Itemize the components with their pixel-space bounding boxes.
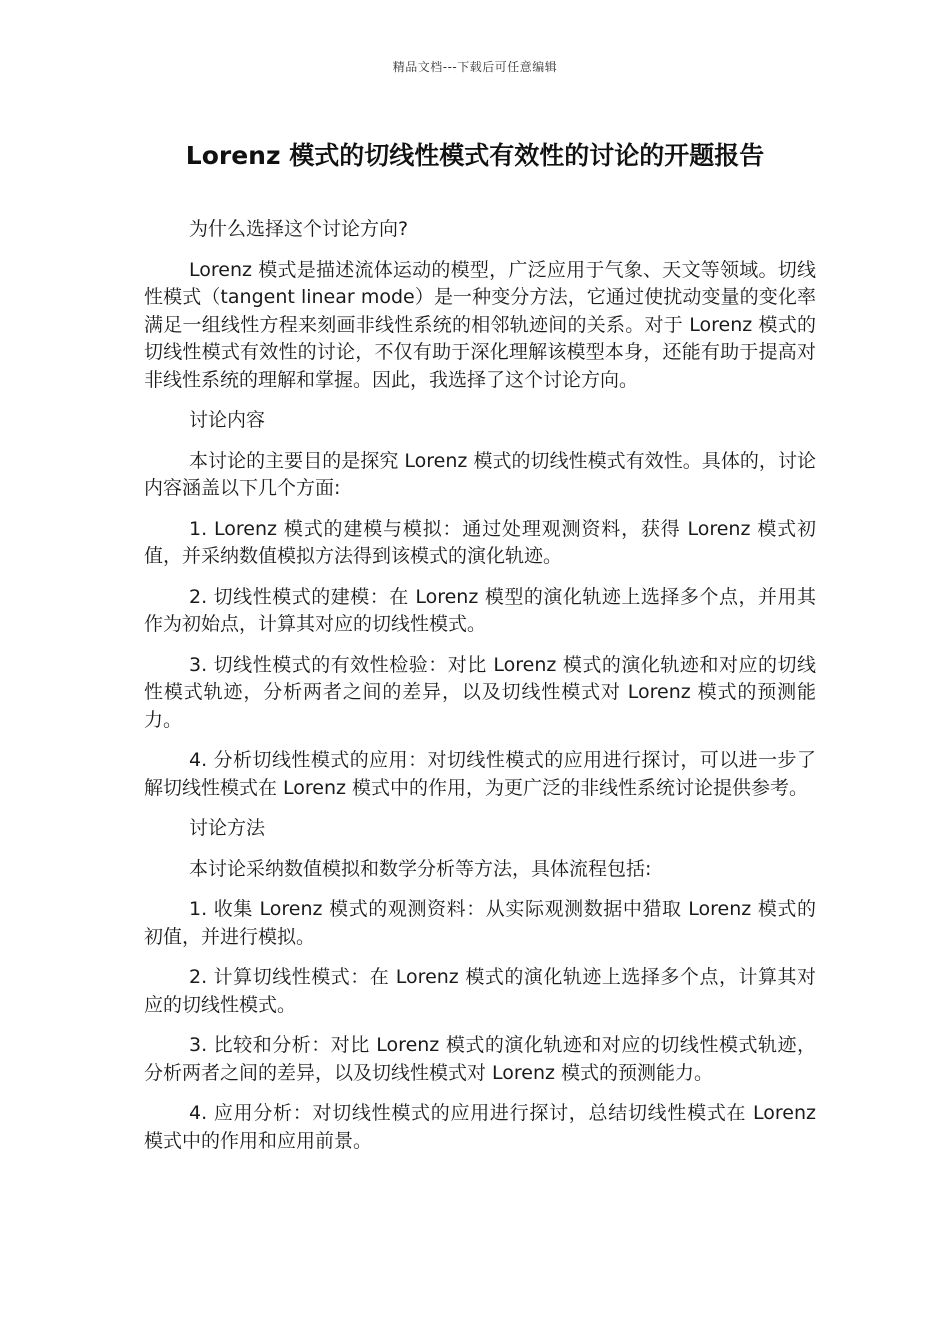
content-item-2: 2. 切线性模式的建模：在 Lorenz 模型的演化轨迹上选择多个点，并用其作为初始点，计算其对应的切线性模式。: [144, 585, 816, 635]
method-item-2: 2. 计算切线性模式：在 Lorenz 模式的演化轨迹上选择多个点，计算其对应的切线性模式。: [144, 966, 816, 1016]
method-item-4: 4. 应用分析：对切线性模式的应用进行探讨，总结切线性模式在 Lorenz 模式中的作用和应用前景。: [144, 1102, 816, 1152]
paragraph-content-intro: 本讨论的主要目的是探究 Lorenz 模式的切线性模式有效性。具体的，讨论内容涵盖以下几个方面:: [144, 449, 816, 499]
document-body: [144, 216, 816, 1155]
paragraph-reason: Lorenz 模式是描述流体运动的模型，广泛应用于气象、天文等领域。切线性模式（tangent linear mode）是一种变分方法，它通过使扰动变量的变化率满足一组线性方程来刻画非线性系统的相邻轨迹间的关系。对于 Lorenz 模式的切线性模式有效性的讨论，不仅有助于深化理解该模型本身，还能有助于提高对非线性系统的理解和掌握。因此，我选择了这个讨论方向。: [144, 258, 816, 391]
document-title: Lorenz 模式的切线性模式有效性的讨论的开题报告: [185, 141, 765, 170]
content-item-4: 4. 分析切线性模式的应用：对切线性模式的应用进行探讨，可以进一步了解切线性模式在 Lorenz 模式中的作用，为更广泛的非线性系统讨论提供参考。: [144, 749, 816, 799]
section-heading-content: 讨论内容: [189, 409, 266, 431]
paragraph-method-intro: 本讨论采纳数值模拟和数学分析等方法，具体流程包括:: [189, 857, 652, 880]
method-item-3: 3. 比较和分析：对比 Lorenz 模式的演化轨迹和对应的切线性模式轨迹，分析两者之间的差异，以及切线性模式对 Lorenz 模式的预测能力。: [144, 1034, 816, 1084]
content-item-1: 1. Lorenz 模式的建模与模拟：通过处理观测资料，获得 Lorenz 模式初值，并采纳数值模拟方法得到该模式的演化轨迹。: [144, 517, 816, 567]
method-item-1: 1. 收集 Lorenz 模式的观测资料：从实际观测数据中猎取 Lorenz 模式的初值，并进行模拟。: [144, 898, 816, 948]
page-header: 精品文档---下载后可任意编辑: [392, 60, 558, 74]
section-heading-method: 讨论方法: [189, 817, 266, 839]
section-heading-reason: 为什么选择这个讨论方向?: [189, 218, 409, 240]
content-item-3: 3. 切线性模式的有效性检验：对比 Lorenz 模式的演化轨迹和对应的切线性模式轨迹，分析两者之间的差异，以及切线性模式对 Lorenz 模式的预测能力。: [144, 653, 816, 731]
